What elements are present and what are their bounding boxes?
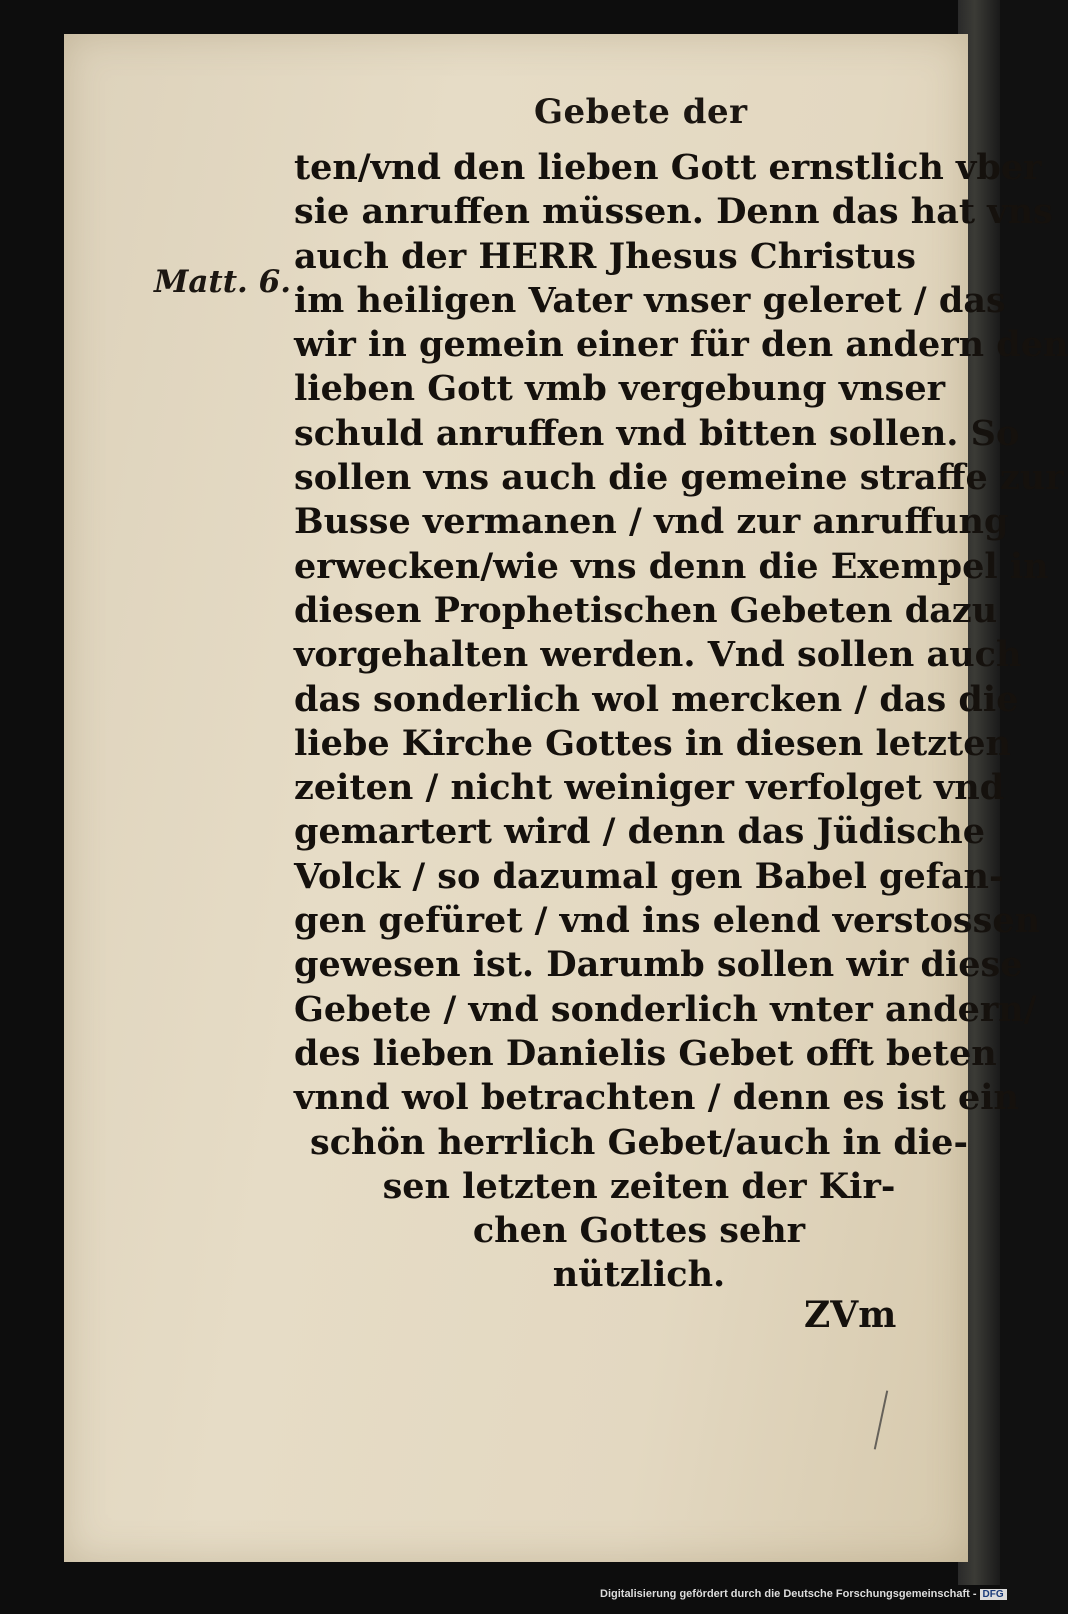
body-text (294, 146, 1068, 1298)
text-line: sie anruffen müssen. Denn das hat vns (294, 191, 1053, 233)
text-line: Gebete / vnd sonderlich vnter andern/ (294, 988, 1037, 1030)
text-line: das sonderlich wol mercken / das die (294, 678, 1019, 720)
text-line: Busse vermanen / vnd zur anruffung (294, 501, 1009, 543)
text-line: auch der HERR Jhesus Christus (294, 235, 916, 277)
running-header: Gebete der (534, 92, 748, 132)
text-line: sen letzten zeiten der Kir- (382, 1165, 896, 1207)
text-line: Volck / so dazumal gen Babel gefan- (294, 855, 1004, 897)
text-line: gen gefüret / vnd ins elend verstossen (294, 900, 1041, 942)
text-line: chen Gottes sehr (472, 1210, 806, 1252)
text-line: des lieben Danielis Gebet offt beten (294, 1032, 997, 1074)
text-line: ten/vnd den lieben Gott ernstlich vber (294, 147, 1042, 188)
text-line: im heiligen Vater vnser geleret / das (294, 279, 1006, 321)
footer-credit (600, 1588, 1004, 1600)
text-line: lieben Gott vmb vergebung vnser (294, 368, 946, 410)
text-line: vnnd wol betrachten / denn es ist ein (294, 1077, 1020, 1119)
text-line: schuld anruffen vnd bitten sollen. So (294, 412, 1020, 454)
text-line: sollen vns auch die gemeine straffe zur (294, 457, 1064, 499)
text-line: nützlich. (552, 1254, 726, 1296)
text-line: gewesen ist. Darumb sollen wir diese (294, 944, 1023, 986)
text-line: diesen Prophetischen Gebeten dazu (294, 589, 998, 631)
text-line: schön herrlich Gebet/auch in die- (310, 1121, 968, 1163)
text-line: zeiten / nicht weiniger verfolget vnd (294, 767, 1005, 809)
text-line: gemartert wird / denn das Jüdische (294, 811, 985, 853)
catchword: ZVm (804, 1294, 897, 1336)
text-line: liebe Kirche Gottes in diesen letzten (294, 722, 1011, 764)
margin-note: Matt. 6. (154, 264, 291, 300)
book-page (64, 34, 1068, 1562)
text-line: vorgehalten werden. Vnd sollen auch (294, 634, 1022, 676)
footer-text: Digitalisierung gefördert durch die Deutsche Forschungsgemeinschaft - (600, 1588, 977, 1600)
text-line: erwecken/wie vns denn die Exempel in (294, 545, 1049, 587)
dfg-logo: DFG (980, 1589, 1007, 1600)
text-line: wir in gemein einer für den andern den (294, 324, 1068, 366)
